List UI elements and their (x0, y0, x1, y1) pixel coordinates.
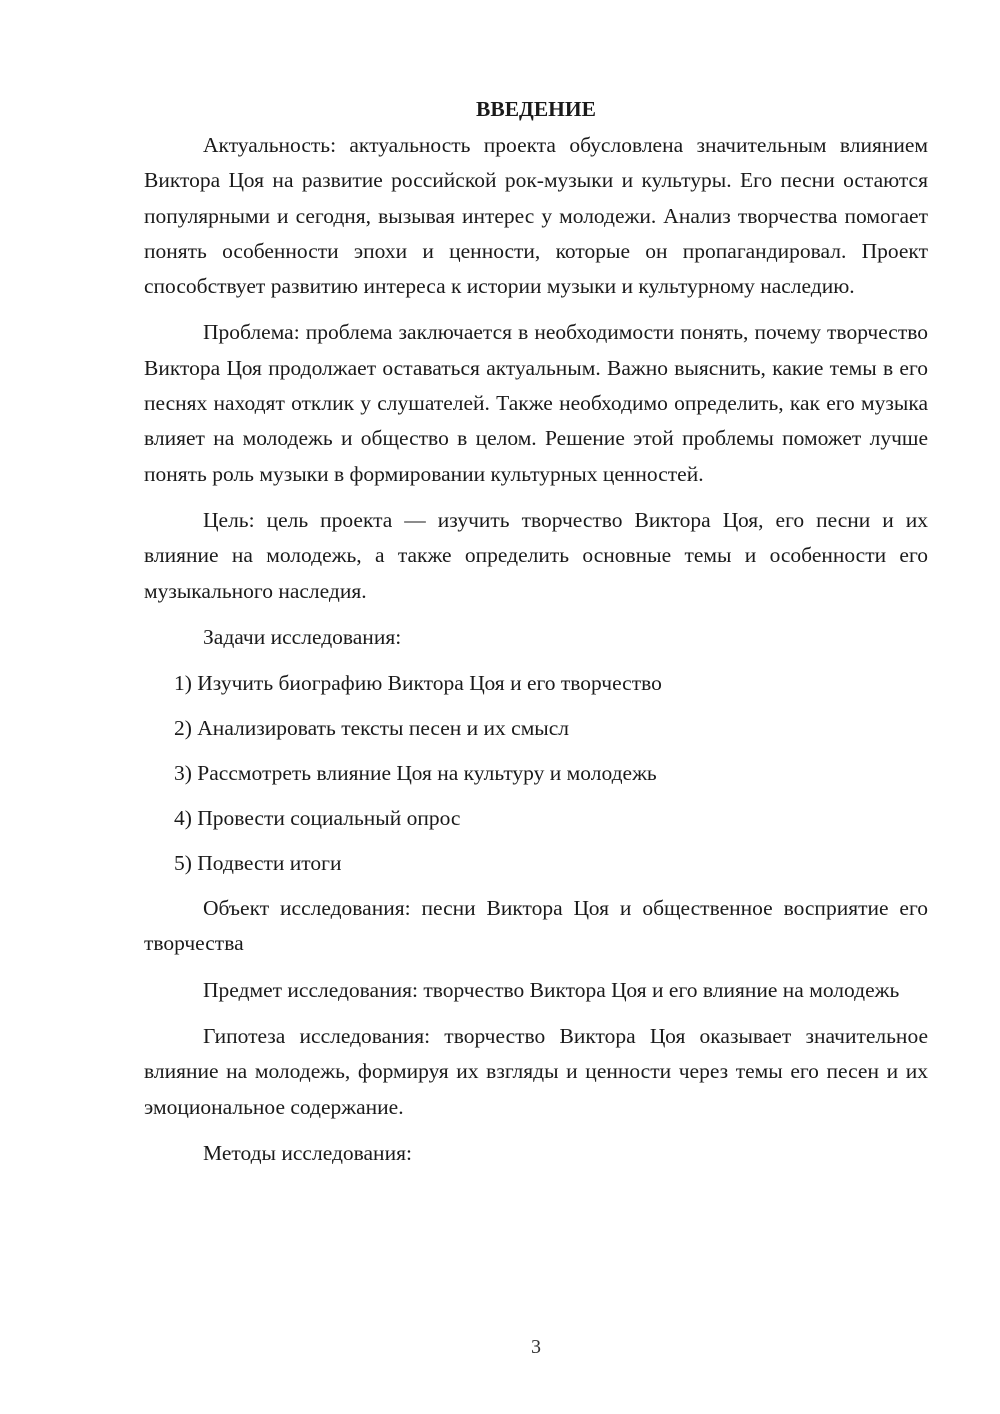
problem-paragraph: Проблема: проблема заключается в необходимости понять, почему творчество Виктора Цоя продолжает оставаться актуальным. Важно выяснить, какие темы в его песнях находят отклик у слушателей. Также необходимо определить, как его музыка влияет на молодежь и общество в целом. Решение этой проблемы поможет лучше понять роль музыки в формировании культурных ценностей. (144, 320, 928, 486)
tasks-list (144, 666, 928, 881)
hypothesis-paragraph: Гипотеза исследования: творчество Виктора Цоя оказывает значительное влияние на молодежь, формируя их взгляды и ценности через темы его песен и их эмоциональное содержание. (144, 1023, 928, 1119)
list-item: 3) Рассмотреть влияние Цоя на культуру и молодежь (174, 761, 657, 786)
section-title: ВВЕДЕНИЕ (476, 97, 596, 121)
goal-paragraph: Цель: цель проекта — изучить творчество Виктора Цоя, его песни и их влияние на молодежь, а также определить основные темы и особенности его музыкального наследия. (144, 507, 928, 603)
list-item: 4) Провести социальный опрос (174, 806, 461, 831)
tasks-heading: Задачи исследования: (203, 624, 402, 649)
object-paragraph: Объект исследования: песни Виктора Цоя и общественное восприятие его творчества (144, 896, 928, 956)
list-item: 2) Анализировать тексты песен и их смысл (174, 716, 570, 741)
list-item: 5) Подвести итоги (174, 851, 342, 876)
relevance-paragraph: Актуальность: актуальность проекта обусловлена значительным влиянием Виктора Цоя на развитие российской рок-музыки и культуры. Его песни остаются популярными и сегодня, вызывая интерес у молодежи. Анализ творчества помогает понять особенности эпохи и ценности, которые он пропагандировал. Проект способствует развитию интереса к истории музыки и культурному наследию. (144, 133, 928, 299)
methods-heading: Методы исследования: (203, 1140, 412, 1165)
subject-paragraph: Предмет исследования: творчество Виктора Цоя и его влияние на молодежь (203, 977, 900, 1002)
list-item: 1) Изучить биографию Виктора Цоя и его творчество (174, 671, 662, 696)
document-page (144, 92, 928, 1182)
page-number: 3 (531, 1336, 541, 1358)
